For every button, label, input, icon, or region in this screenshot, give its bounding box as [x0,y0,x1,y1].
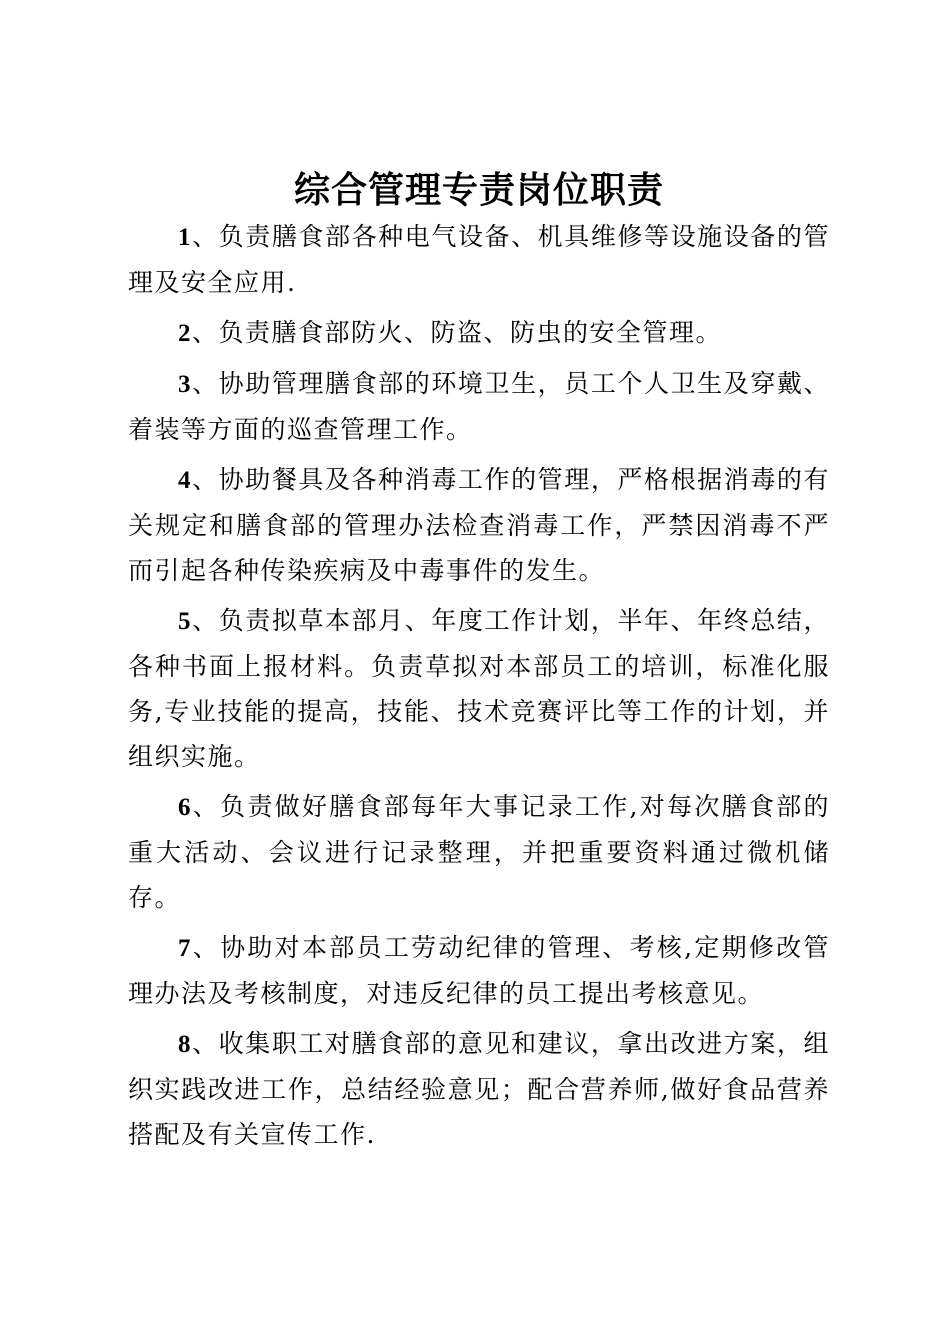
duty-text: 、负责膳食部各种电气设备、机具维修等设施设备的管理及安全应用. [128,222,830,297]
document-title: 综合管理专责岗位职责 [293,169,664,211]
duty-item-7 [128,925,830,1016]
duty-item-6 [128,784,830,920]
duty-number: 8 [178,1031,192,1058]
duty-text: 、负责膳食部防火、防盗、防虫的安全管理。 [192,318,723,347]
duty-number: 7 [178,935,192,962]
duty-text: 、协助管理膳食部的环境卫生，员工个人卫生及穿戴、着装等方面的巡查管理工作。 [128,369,830,444]
duty-item-4 [128,457,830,593]
document-page [128,168,830,1162]
duty-item-2 [128,310,830,356]
duty-text: 、负责拟草本部月、年度工作计划，半年、年终总结，各种书面上报材料。负责草拟对本部员工的培训，标准化服务,专业技能的提高，技能、技术竞赛评比等工作的计划，并组织实施。 [128,606,830,771]
duty-text: 、负责做好膳食部每年大事记录工作,对每次膳食部的重大活动、会议进行记录整理，并把重要资料通过微机储存。 [128,792,830,912]
duty-item-8 [128,1021,830,1157]
duty-text: 、协助对本部员工劳动纪律的管理、考核,定期修改管理办法及考核制度，对违反纪律的员工提出考核意见。 [128,933,830,1008]
duty-text: 、协助餐具及各种消毒工作的管理，严格根据消毒的有关规定和膳食部的管理办法检查消毒工作，严禁因消毒不严而引起各种传染疾病及中毒事件的发生。 [128,465,830,585]
duty-item-5 [128,598,830,779]
duty-text: 、收集职工对膳食部的意见和建议，拿出改进方案，组织实践改进工作，总结经验意见；配合营养师,做好食品营养搭配及有关宣传工作. [128,1029,830,1149]
duty-number: 6 [178,794,192,821]
duty-number: 5 [178,608,192,635]
duty-number: 1 [178,224,192,251]
duty-item-3 [128,361,830,452]
duty-number: 4 [178,467,192,494]
duty-number: 2 [178,320,192,347]
duty-item-1 [128,214,830,305]
duty-number: 3 [178,371,192,398]
duty-list [128,214,830,1157]
